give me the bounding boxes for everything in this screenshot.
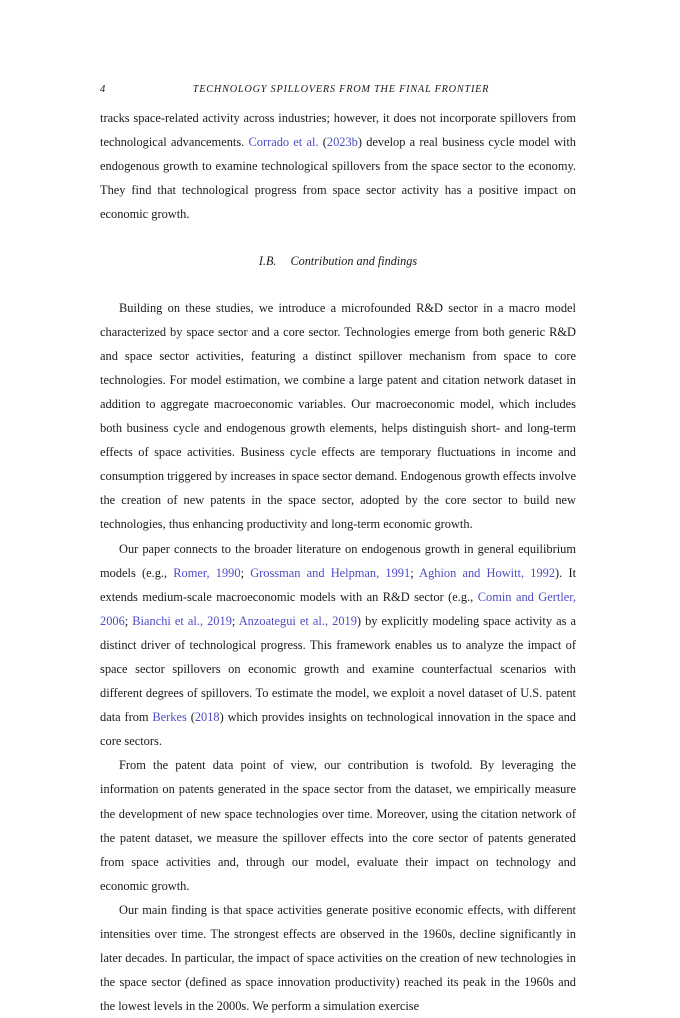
- paragraph-patent-contribution: From the patent data point of view, our contribution is twofold. By leveraging the information on patents generated in the space sector from the dataset, we empirically measure the development of new space technologies over time. Moreover, using the citation network of the patent dataset, we measure the spillover effects into the core sector of patents generated from space activities and, through our model, evaluate their impact on technology and economic growth.: [100, 758, 576, 893]
- citation-link-corrado-2023b[interactable]: 2023b: [326, 135, 358, 150]
- section-heading: [100, 249, 576, 273]
- citation-link-corrado-et-al[interactable]: Corrado et al.: [248, 135, 319, 150]
- vertical-spacer: [100, 226, 576, 249]
- paragraph-contribution-overview: Building on these studies, we introduce a microfounded R&D sector in a macro model characterized by space sector and a core sector. Technologies emerge from both generic R&D and space sector activities, featuring a distinct spillover mechanism from space to core technologies. For model estimation, we combine a large patent and citation network dataset in addition to aggregate macroeconomic variables. Our macroeconomic model, which includes both business cycle and endogenous growth elements, helps distinguish short- and long-term effects of space activities. Business cycle effects are temporary fluctuations in income and consumption triggered by increases in space sector demand. Endogenous growth effects involve the creation of new patents in the space sector, adopted by the core sector to build new technologies, thus enhancing productivity and long-term economic growth.: [100, 300, 576, 532]
- paragraph-text-segment: ) develop a real business cycle model with endogenous growth to examine technological spillovers from the space sector to the economy. They find that technological progress from space sector activity has a positive impact on economic growth.: [100, 135, 576, 222]
- paragraph-continuation: [100, 106, 576, 226]
- citation-separator: ;: [410, 565, 420, 580]
- paragraph-text-segment: ) which provides insights on technological innovation in the space and core sectors.: [100, 710, 577, 749]
- citation-link-grossman-helpman-1991[interactable]: Grossman and Helpman, 1991: [250, 565, 411, 580]
- paragraph-literature-connection: [100, 537, 576, 754]
- paragraph-text-segment: ). It extends medium-scale macroeconomic models with an R&D sector (e.g.,: [100, 565, 577, 604]
- section-title: Contribution and findings: [290, 254, 418, 269]
- citation-separator: ;: [124, 613, 133, 628]
- running-head: [100, 84, 576, 95]
- paragraph-text-segment: Our paper connects to the broader literature on endogenous growth in general equilibrium models (e.g.,: [100, 541, 576, 580]
- citation-link-berkes[interactable]: Berkes: [152, 710, 187, 725]
- citation-link-romer-1990[interactable]: Romer, 1990: [173, 565, 241, 580]
- citation-separator: ;: [240, 565, 251, 580]
- paragraph-text-segment: (: [318, 135, 327, 150]
- running-title: TECHNOLOGY SPILLOVERS FROM THE FINAL FRONTIER: [192, 84, 490, 95]
- paragraph-main-finding: Our main finding is that space activities generate positive economic effects, with different intensities over time. The strongest effects are observed in the 1960s, decline significantly in later decades. In particular, the impact of space activities on the creation of new technologies in the space sector (defined as space innovation productivity) reached its peak in the 1960s and the lowest levels in the 2000s. We perform a simulation exercise: [100, 902, 576, 1014]
- citation-link-bianchi-et-al-2019[interactable]: Bianchi et al., 2019: [132, 613, 232, 628]
- citation-link-comin-gertler-2006[interactable]: Comin and Gertler, 2006: [100, 589, 576, 628]
- paragraph-text-segment: tracks space-related activity across industries; however, it does not incorporate spillovers from technological advancements.: [100, 111, 576, 150]
- citation-link-aghion-howitt-1992[interactable]: Aghion and Howitt, 1992: [419, 565, 556, 580]
- paragraph-text-segment: (: [186, 710, 195, 725]
- paragraph-text-segment: ) by explicitly modeling space activity as a distinct driver of technological progress. This framework enables us to analyze the impact of space sector spillovers on economic growth and examine counterfactual scenarios with different degrees of spillovers. To estimate the model, we exploit a novel dataset of U.S. patent data from: [100, 613, 576, 725]
- page-number: 4: [100, 84, 106, 95]
- citation-link-anzoategui-et-al-2019[interactable]: Anzoategui et al., 2019: [238, 613, 357, 628]
- body-text-column: [100, 106, 576, 1018]
- citation-link-berkes-2018[interactable]: 2018: [194, 710, 220, 725]
- section-number: I.B.: [258, 254, 277, 269]
- vertical-spacer: [100, 274, 576, 296]
- citation-separator: ;: [231, 613, 239, 628]
